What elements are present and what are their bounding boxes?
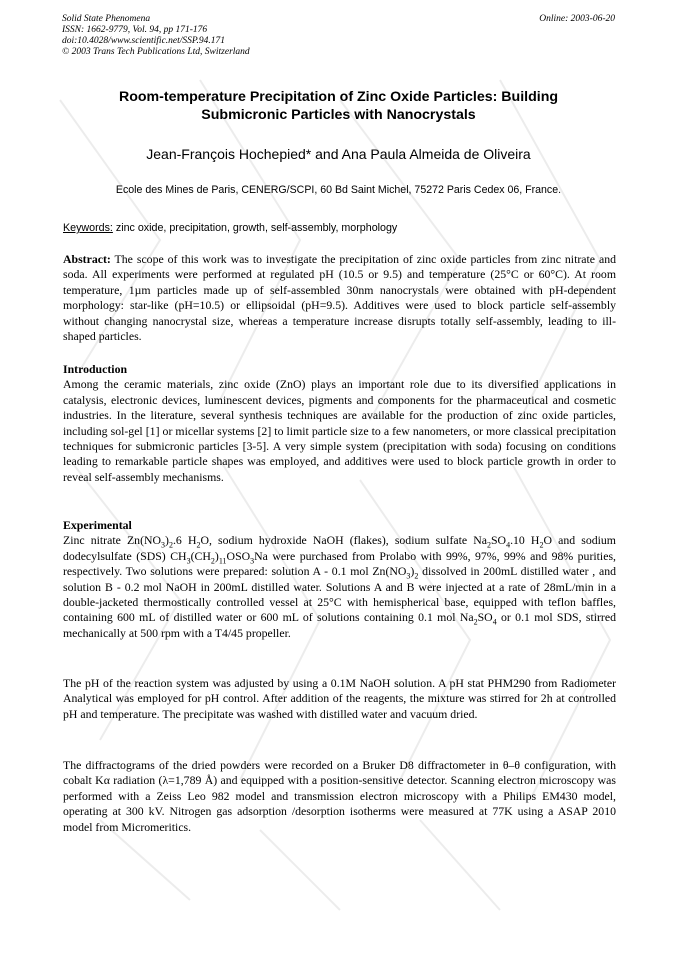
authors: Jean-François Hochepied* and Ana Paula Almeida de Oliveira (146, 146, 531, 162)
abstract-label: Abstract: (63, 252, 111, 266)
introduction-section (63, 362, 616, 485)
title-line-1: Room-temperature Precipitation of Zinc Oxide Particles: Building (118, 89, 559, 105)
keywords-label: Keywords: (63, 222, 113, 234)
experimental-heading: Experimental (63, 518, 132, 532)
experimental-text: Zinc nitrate $Zn(NO_3)_2.6$ $H_2O$, sodium hydroxide NaOH (flakes), sodium sulfate $Na_2SO_4.10$ $H_2O$ and sodium dodecylsulfate (SDS) $CH_3(CH_2)_{11}OSO_3Na$ were purchased from Prolabo with 99%, 97%, 99% and 98% purities, respectively. Two solutions were prepared: solution A - 0.1 mol $Zn(NO_3)_2$ dissolved in 200mL distilled water , and solution B - 0.2 mol NaOH in 200mL distilled water. Solutions A and B were injected at a rate of 28mL/min in a double-jacketed thermostically controlled vessel at 25°C with hemispherical base, equipped with teflon baffles, containing 600 mL of distilled water or 600 mL of solutions containing 0.1 mol $Na_2SO_4$ or 0.1 mol SDS, stirred mechanically at 500 rpm with a T4/45 propeller. (63, 533, 617, 640)
keywords (63, 222, 616, 235)
online-date: Online: 2003-06-20 (539, 14, 615, 24)
journal-name: Solid State Phenomena (62, 14, 151, 24)
keywords-text: zinc oxide, precipitation, growth, self-assembly, morphology (112, 222, 398, 234)
abstract-text: The scope of this work was to investigate the precipitation of zinc oxide particles from zinc nitrate and soda. All experiments were performed at regulated pH (10.5 or 9.5) and temperature (25°C or 60°C). At room temperature, 1µm particles made up of self-assembled 30nm nanocrystals were obtained with pH-dependent morphology: star-like (pH=10.5) or ellipsoidal (pH=9.5). Additives were used to block particle self-assembly without changing nanocrystal size, whereas a temperature increase disrupts totally self-assembly, leading to ill-shaped particles. (63, 252, 616, 344)
affiliation: Ecole des Mines de Paris, CENERG/SCPI, 60 Bd Saint Michel, 75272 Paris Cedex 06, France. (115, 184, 562, 196)
paper-title (62, 88, 615, 124)
title-line-2: Submicronic Particles with Nanocrystals (201, 107, 476, 123)
issn-line: ISSN: 1662-9779, Vol. 94, pp 171-176 (62, 25, 208, 35)
abstract (63, 252, 616, 344)
journal-header (62, 14, 250, 58)
ph-paragraph: The pH of the reaction system was adjusted by using a 0.1M NaOH solution. A pH stat PHM290 from Radiometer Analytical was employed for pH control. After addition of the reagents, the mixture was stirred for 2h at controlled pH and temperature. The precipitate was washed with distilled water and vacuum dried. (63, 676, 616, 721)
doi-line: doi:10.4028/www.scientific.net/SSP.94.171 (62, 36, 225, 46)
introduction-text: Among the ceramic materials, zinc oxide (ZnO) plays an important role due to its diversified applications in catalysis, electronic devices, luminescent devices, pigments and components for the pharmaceutical and cosmetic industries. In the literature, several synthesis techniques are available for the production of zinc oxide particles, including sol-gel [1] or micellar systems [2] to limit particle size to a few nanometers, or more classical precipitation techniques for submicronic particles [3-5]. A very simple system (precipitation with soda) focusing on conditions leading to remarkable particle shapes was employed, and additives were used to block particle growth in order to reveal self-assembly mechanisms. (63, 377, 616, 484)
diffraction-paragraph: The diffractograms of the dried powders were recorded on a Bruker D8 diffractometer in θ–θ configuration, with cobalt Kα radiation (λ=1,789 Å) and equipped with a position-sensitive detector. Scanning electron microscopy was performed with a Zeiss Leo 982 model and transmission electron microscopy with a Philips EM430 model, operating at 300 kV. Nitrogen gas adsorption /desorption isotherms were measured at 77K using a ASAP 2010 model from Micromeritics. (63, 758, 616, 834)
introduction-heading: Introduction (63, 362, 128, 376)
copyright-line: © 2003 Trans Tech Publications Ltd, Switzerland (62, 47, 250, 57)
experimental-section (63, 518, 616, 641)
